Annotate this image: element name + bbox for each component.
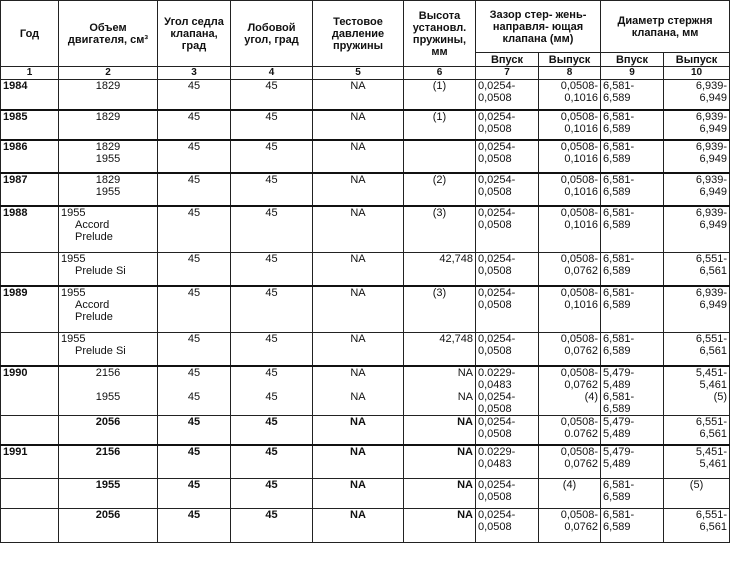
table-row: [1, 253, 730, 286]
table-row: [1, 366, 730, 416]
spring-height-cell: (3): [404, 286, 476, 333]
clearance-intake-cell: 0.0229- 0,0483 0,0254- 0,0508: [476, 366, 539, 416]
spring-pressure-cell: NA: [313, 508, 404, 542]
clearance-exhaust-cell: 0,0508- 0,1016: [539, 173, 601, 206]
clearance-exhaust-cell: 0,0508- 0,0762: [539, 333, 601, 366]
table-row: [1, 333, 730, 366]
diameter-intake-cell: 6,581- 6,589: [601, 478, 664, 508]
diameter-intake-cell: 5,479- 5,489: [601, 415, 664, 445]
spring-pressure-cell: NA: [313, 206, 404, 253]
diameter-exhaust-cell: (5): [664, 478, 730, 508]
diameter-intake-cell: 5,479- 5,489 6,581- 6,589: [601, 366, 664, 416]
engine-cell: 1955 Prelude Si: [59, 253, 158, 286]
table-row: [1, 286, 730, 333]
clearance-exhaust-cell: 0,0508- 0,0762: [539, 508, 601, 542]
clearance-exhaust-cell: 0,0508- 0,1016: [539, 206, 601, 253]
diameter-exhaust-cell: 6,551- 6,561: [664, 415, 730, 445]
year-cell: 1987: [1, 173, 59, 206]
header-spring-pressure: Тестовое давление пружины: [313, 1, 404, 67]
engine-cell: 1955 Prelude Si: [59, 333, 158, 366]
spring-height-cell: 42,748: [404, 253, 476, 286]
clearance-exhaust-cell: 0,0508- 0.0762: [539, 415, 601, 445]
spring-pressure-cell: NA: [313, 140, 404, 173]
column-number: 5: [313, 67, 404, 80]
year-cell: 1984: [1, 80, 59, 110]
clearance-exhaust-cell: 0,0508- 0,0762: [539, 253, 601, 286]
clearance-intake-cell: 0,0254- 0,0508: [476, 508, 539, 542]
diameter-intake-cell: 6,581- 6,589: [601, 140, 664, 173]
year-cell: 1991: [1, 445, 59, 478]
table-row: [1, 478, 730, 508]
year-cell: [1, 333, 59, 366]
clearance-exhaust-cell: 0,0508- 0,1016: [539, 80, 601, 110]
table-row: [1, 445, 730, 478]
seat-angle-cell: 45 45: [158, 366, 231, 416]
diameter-exhaust-cell: 5,451- 5,461: [664, 445, 730, 478]
diameter-exhaust-cell: 6,939- 6,949: [664, 286, 730, 333]
seat-angle-cell: 45: [158, 80, 231, 110]
face-angle-cell: 45: [231, 508, 313, 542]
face-angle-cell: 45: [231, 80, 313, 110]
diameter-intake-cell: 6,581- 6,589: [601, 333, 664, 366]
table-row: [1, 80, 730, 110]
clearance-intake-cell: 0,0254- 0,0508: [476, 478, 539, 508]
spring-height-cell: NA NA: [404, 366, 476, 416]
spring-pressure-cell: NA: [313, 415, 404, 445]
engine-cell: 2056: [59, 415, 158, 445]
header-year: Год: [1, 1, 59, 67]
spring-pressure-cell: NA: [313, 445, 404, 478]
clearance-exhaust-cell: 0,0508- 0,0762 (4): [539, 366, 601, 416]
engine-cell: 2156 1955: [59, 366, 158, 416]
spring-height-cell: (3): [404, 206, 476, 253]
face-angle-cell: 45: [231, 445, 313, 478]
face-angle-cell: 45: [231, 415, 313, 445]
face-angle-cell: 45: [231, 253, 313, 286]
spring-height-cell: NA: [404, 478, 476, 508]
column-number: 4: [231, 67, 313, 80]
year-cell: 1985: [1, 110, 59, 140]
engine-cell: 1829: [59, 80, 158, 110]
face-angle-cell: 45: [231, 478, 313, 508]
spring-pressure-cell: NA: [313, 80, 404, 110]
seat-angle-cell: 45: [158, 333, 231, 366]
clearance-intake-cell: 0,0254- 0,0508: [476, 80, 539, 110]
spring-pressure-cell: NA NA: [313, 366, 404, 416]
engine-cell: 1955: [59, 478, 158, 508]
clearance-intake-cell: 0,0254- 0,0508: [476, 333, 539, 366]
spring-height-cell: (2): [404, 173, 476, 206]
diameter-intake-cell: 6,581- 6,589: [601, 286, 664, 333]
header-clearance-intake: Впуск: [476, 53, 539, 67]
seat-angle-cell: 45: [158, 110, 231, 140]
table-row: [1, 140, 730, 173]
year-cell: [1, 508, 59, 542]
year-cell: [1, 415, 59, 445]
seat-angle-cell: 45: [158, 253, 231, 286]
seat-angle-cell: 45: [158, 445, 231, 478]
seat-angle-cell: 45: [158, 173, 231, 206]
year-cell: 1986: [1, 140, 59, 173]
spring-pressure-cell: NA: [313, 173, 404, 206]
clearance-exhaust-cell: 0,0508- 0,1016: [539, 286, 601, 333]
header-diameter-exhaust: Выпуск: [664, 53, 730, 67]
spring-height-cell: 42,748: [404, 333, 476, 366]
clearance-exhaust-cell: 0,0508- 0,0762: [539, 445, 601, 478]
column-number: 2: [59, 67, 158, 80]
clearance-intake-cell: 0,0254- 0,0508: [476, 286, 539, 333]
header-diameter-intake: Впуск: [601, 53, 664, 67]
header-diameter: Диаметр стержня клапана, мм: [601, 1, 730, 53]
clearance-intake-cell: 0,0254- 0,0508: [476, 415, 539, 445]
diameter-intake-cell: 6,581- 6,589: [601, 206, 664, 253]
engine-cell: 1829 1955: [59, 140, 158, 173]
spring-pressure-cell: NA: [313, 333, 404, 366]
diameter-intake-cell: 6,581- 6,589: [601, 508, 664, 542]
clearance-intake-cell: 0,0254- 0,0508: [476, 140, 539, 173]
column-number: 3: [158, 67, 231, 80]
engine-cell: 1955 Accord Prelude: [59, 206, 158, 253]
diameter-intake-cell: 6,581- 6,589: [601, 110, 664, 140]
table-row: [1, 206, 730, 253]
diameter-intake-cell: 5,479- 5,489: [601, 445, 664, 478]
year-cell: [1, 253, 59, 286]
table-row: [1, 173, 730, 206]
table-row: [1, 415, 730, 445]
header-clearance: Зазор стер- жень-направля- ющая клапана (мм): [476, 1, 601, 53]
diameter-intake-cell: 6,581- 6,589: [601, 253, 664, 286]
diameter-intake-cell: 6,581- 6,589: [601, 80, 664, 110]
face-angle-cell: 45: [231, 333, 313, 366]
table-row: [1, 110, 730, 140]
face-angle-cell: 45: [231, 206, 313, 253]
column-number: 6: [404, 67, 476, 80]
face-angle-cell: 45 45: [231, 366, 313, 416]
face-angle-cell: 45: [231, 286, 313, 333]
face-angle-cell: 45: [231, 110, 313, 140]
spring-pressure-cell: NA: [313, 110, 404, 140]
header-clearance-exhaust: Выпуск: [539, 53, 601, 67]
spring-height-cell: NA: [404, 508, 476, 542]
column-number: 10: [664, 67, 730, 80]
engine-cell: 1955 Accord Prelude: [59, 286, 158, 333]
spring-height-cell: (1): [404, 80, 476, 110]
year-cell: 1988: [1, 206, 59, 253]
spring-height-cell: (1): [404, 110, 476, 140]
header-engine: Объем двигателя, см³: [59, 1, 158, 67]
diameter-exhaust-cell: 5,451- 5,461 (5): [664, 366, 730, 416]
engine-cell: 1829 1955: [59, 173, 158, 206]
seat-angle-cell: 45: [158, 286, 231, 333]
spring-pressure-cell: NA: [313, 253, 404, 286]
engine-cell: 2056: [59, 508, 158, 542]
year-cell: 1989: [1, 286, 59, 333]
header-spring-height: Высота установл. пружины, мм: [404, 1, 476, 67]
spring-height-cell: [404, 140, 476, 173]
spring-height-cell: NA: [404, 445, 476, 478]
clearance-intake-cell: 0,0254- 0,0508: [476, 253, 539, 286]
table-row: [1, 508, 730, 542]
diameter-exhaust-cell: 6,939- 6,949: [664, 173, 730, 206]
face-angle-cell: 45: [231, 173, 313, 206]
clearance-intake-cell: 0.0229- 0,0483: [476, 445, 539, 478]
header-seat-angle: Угол седла клапана, град: [158, 1, 231, 67]
column-number: 7: [476, 67, 539, 80]
clearance-intake-cell: 0,0254- 0,0508: [476, 173, 539, 206]
diameter-exhaust-cell: 6,939- 6,949: [664, 140, 730, 173]
clearance-intake-cell: 0,0254- 0,0508: [476, 206, 539, 253]
header-face-angle: Лобовой угол, град: [231, 1, 313, 67]
spring-pressure-cell: NA: [313, 478, 404, 508]
clearance-exhaust-cell: 0,0508- 0,1016: [539, 110, 601, 140]
column-number: 9: [601, 67, 664, 80]
diameter-exhaust-cell: 6,551- 6,561: [664, 253, 730, 286]
column-number: 8: [539, 67, 601, 80]
clearance-exhaust-cell: 0,0508- 0,1016: [539, 140, 601, 173]
diameter-intake-cell: 6,581- 6,589: [601, 173, 664, 206]
seat-angle-cell: 45: [158, 415, 231, 445]
seat-angle-cell: 45: [158, 206, 231, 253]
seat-angle-cell: 45: [158, 478, 231, 508]
diameter-exhaust-cell: 6,939- 6,949: [664, 206, 730, 253]
spring-pressure-cell: NA: [313, 286, 404, 333]
year-cell: 1990: [1, 366, 59, 416]
clearance-intake-cell: 0,0254- 0,0508: [476, 110, 539, 140]
diameter-exhaust-cell: 6,939- 6,949: [664, 80, 730, 110]
spring-height-cell: NA: [404, 415, 476, 445]
seat-angle-cell: 45: [158, 508, 231, 542]
face-angle-cell: 45: [231, 140, 313, 173]
engine-cell: 2156: [59, 445, 158, 478]
diameter-exhaust-cell: 6,551- 6,561: [664, 333, 730, 366]
year-cell: [1, 478, 59, 508]
engine-cell: 1829: [59, 110, 158, 140]
seat-angle-cell: 45: [158, 140, 231, 173]
diameter-exhaust-cell: 6,939- 6,949: [664, 110, 730, 140]
column-number: 1: [1, 67, 59, 80]
diameter-exhaust-cell: 6,551- 6,561: [664, 508, 730, 542]
clearance-exhaust-cell: (4): [539, 478, 601, 508]
